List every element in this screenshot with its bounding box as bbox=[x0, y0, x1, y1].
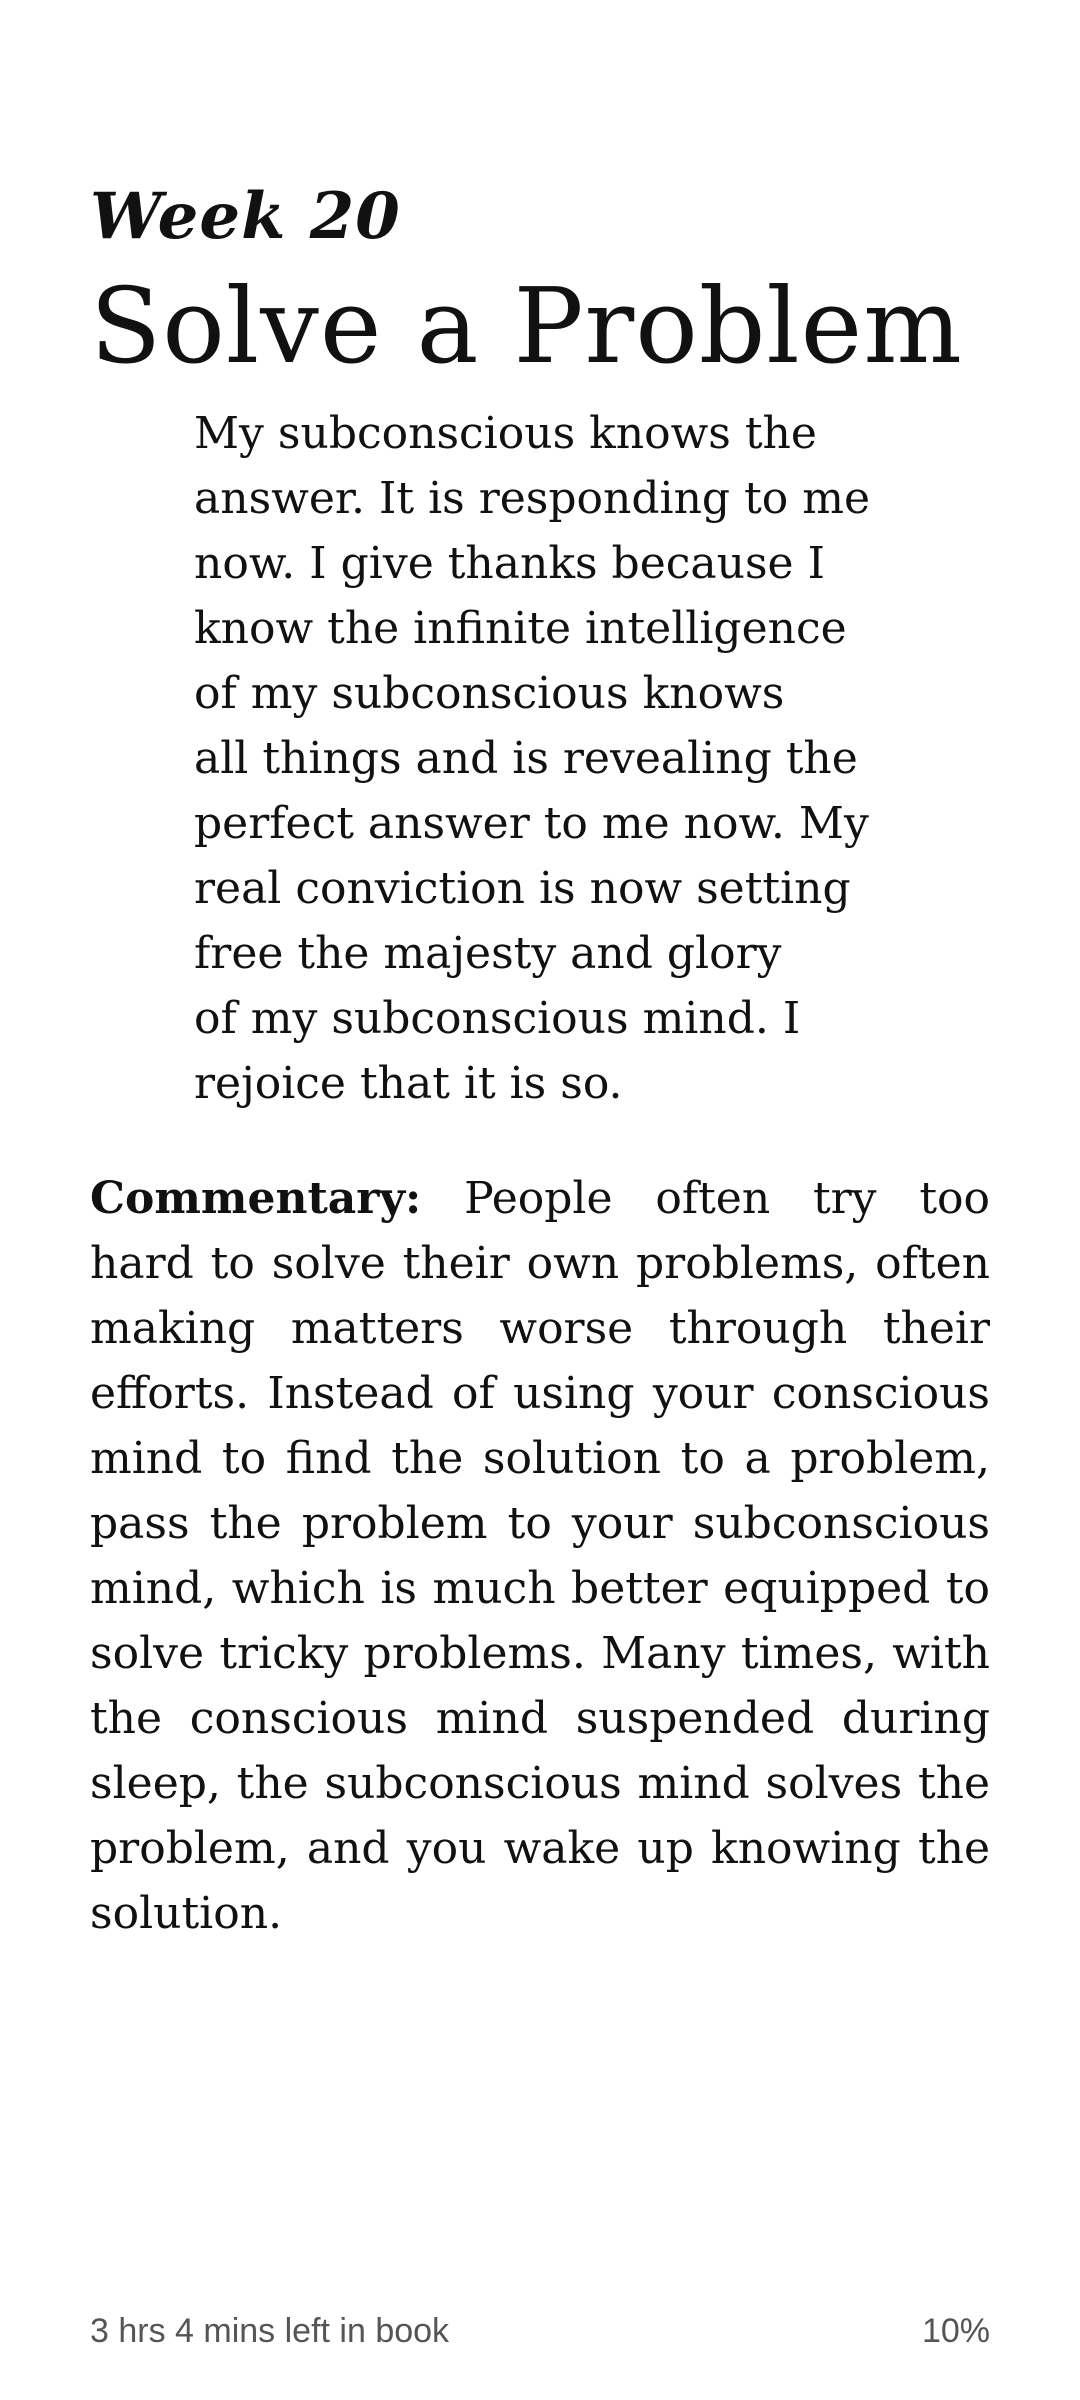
commentary-text: People often try too hard to solve their own problems, often making matters worse through their efforts. Instead of using your conscious mind to find the solution to a problem, pass the problem to your subconscious mind, which is much better equipped to solve tricky problems. Many times, with the conscious mind suspended during sleep, the subconscious mind solves the problem, and you wake up knowing the solution. bbox=[90, 1173, 990, 1939]
affirmation-line: rejoice that it is so. bbox=[194, 1058, 623, 1109]
book-page[interactable] bbox=[90, 175, 990, 1990]
commentary-label: Commentary: bbox=[90, 1173, 422, 1224]
affirmation-line: know the infinite intelligence bbox=[194, 603, 847, 654]
affirmation-line: My subconscious knows the bbox=[194, 408, 817, 459]
affirmation-line: perfect answer to me now. My bbox=[194, 798, 869, 849]
progress-percent[interactable]: 10% bbox=[921, 2312, 990, 2350]
commentary-paragraph bbox=[90, 1166, 990, 1946]
affirmation-line: answer. It is responding to me bbox=[194, 473, 871, 524]
affirmation-line: of my subconscious mind. I bbox=[194, 993, 801, 1044]
affirmation-block bbox=[194, 401, 894, 1116]
week-label: Week 20 bbox=[90, 179, 401, 254]
chapter-title: Solve a Problem bbox=[90, 265, 963, 387]
affirmation-line: of my subconscious knows bbox=[194, 668, 785, 719]
reading-progress-footer[interactable] bbox=[90, 2312, 990, 2351]
affirmation-line: now. I give thanks because I bbox=[194, 538, 825, 589]
time-left-text[interactable]: 3 hrs 4 mins left in book bbox=[90, 2312, 450, 2350]
affirmation-line: all things and is revealing the bbox=[194, 733, 858, 784]
affirmation-line: free the majesty and glory bbox=[194, 928, 782, 979]
affirmation-line: real conviction is now setting bbox=[194, 863, 851, 914]
